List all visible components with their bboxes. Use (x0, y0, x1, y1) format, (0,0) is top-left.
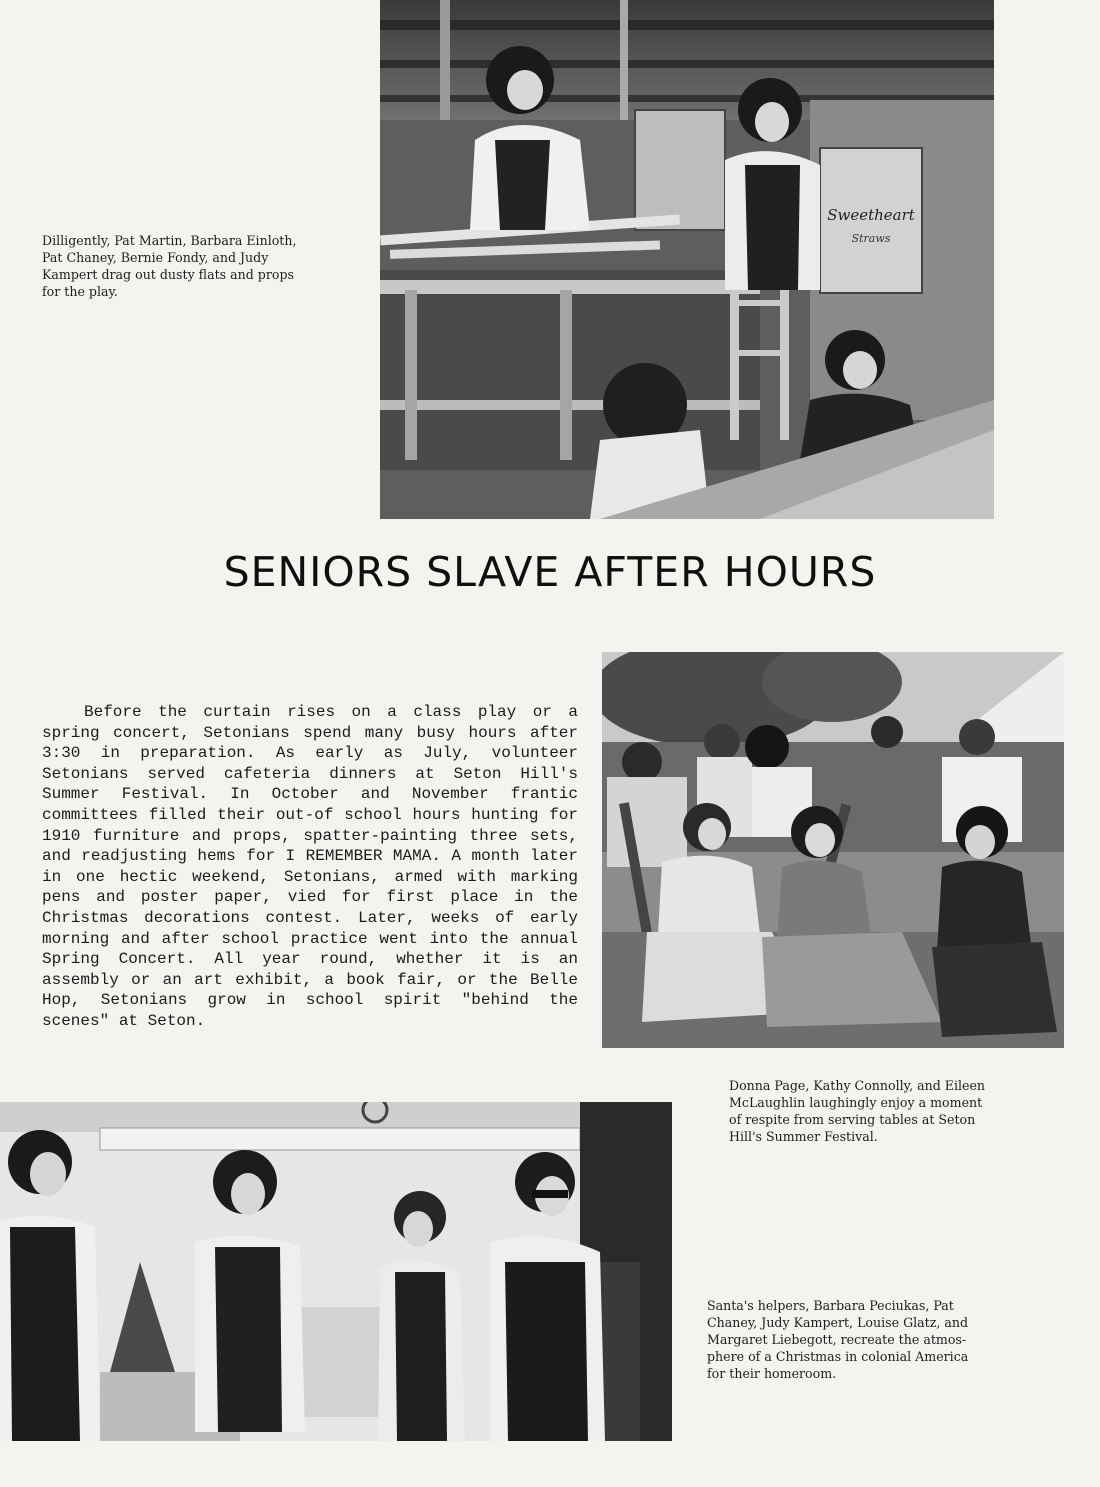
festival-photo-image (602, 652, 1064, 1048)
santa-photo-caption: Santa's helpers, Barbara Peciukas, Pat Chaney, Judy Kampert, Louise Glatz, and Margaret Liebegott, recreate the atmos- phere of a Christmas in colonial America for their homeroom. (707, 1298, 969, 1381)
festival-photo (602, 652, 1064, 1048)
props-photo (380, 0, 994, 519)
santa-photo (0, 1102, 672, 1441)
body-paragraph: Before the curtain rises on a class play or a spring concert, Setonians spend many busy hours after 3:30 in preparation. As early as July, volunteer Setonians served cafeteria dinners at Seton Hill's Summer Festival. In October and November frantic committees filled their out-of school hours hunting for 1910 furniture and props, spatter-painting three sets, and readjusting hems for I REMEMBER MAMA. A month later in one hectic weekend, Setonians, armed with marking pens and poster paper, vied for first place in the Christmas decorations contest. Later, weeks of early morning and after school practice went into the annual Spring Concert. All year round, whether it is an assembly or an art exhibit, a book fair, or the Belle Hop, Setonians grow in school spirit "behind the scenes" at Seton. (42, 703, 578, 1030)
sweetheart-box-label: Sweetheart (827, 206, 915, 224)
festival-photo-caption: Donna Page, Kathy Connolly, and Eileen McLaughlin laughingly enjoy a moment of respite from serving tables at Seton Hill's Summer Festival. (729, 1078, 986, 1144)
props-photo-caption: Dilligently, Pat Martin, Barbara Einloth, Pat Chaney, Bernie Fondy, and Judy Kampert drag out dusty flats and props for the play. (42, 233, 297, 299)
page-title: SENIORS SLAVE AFTER HOURS (223, 548, 877, 596)
props-photo-image (380, 0, 994, 519)
santa-photo-image (0, 1102, 672, 1441)
straws-box-label: Straws (851, 232, 891, 245)
